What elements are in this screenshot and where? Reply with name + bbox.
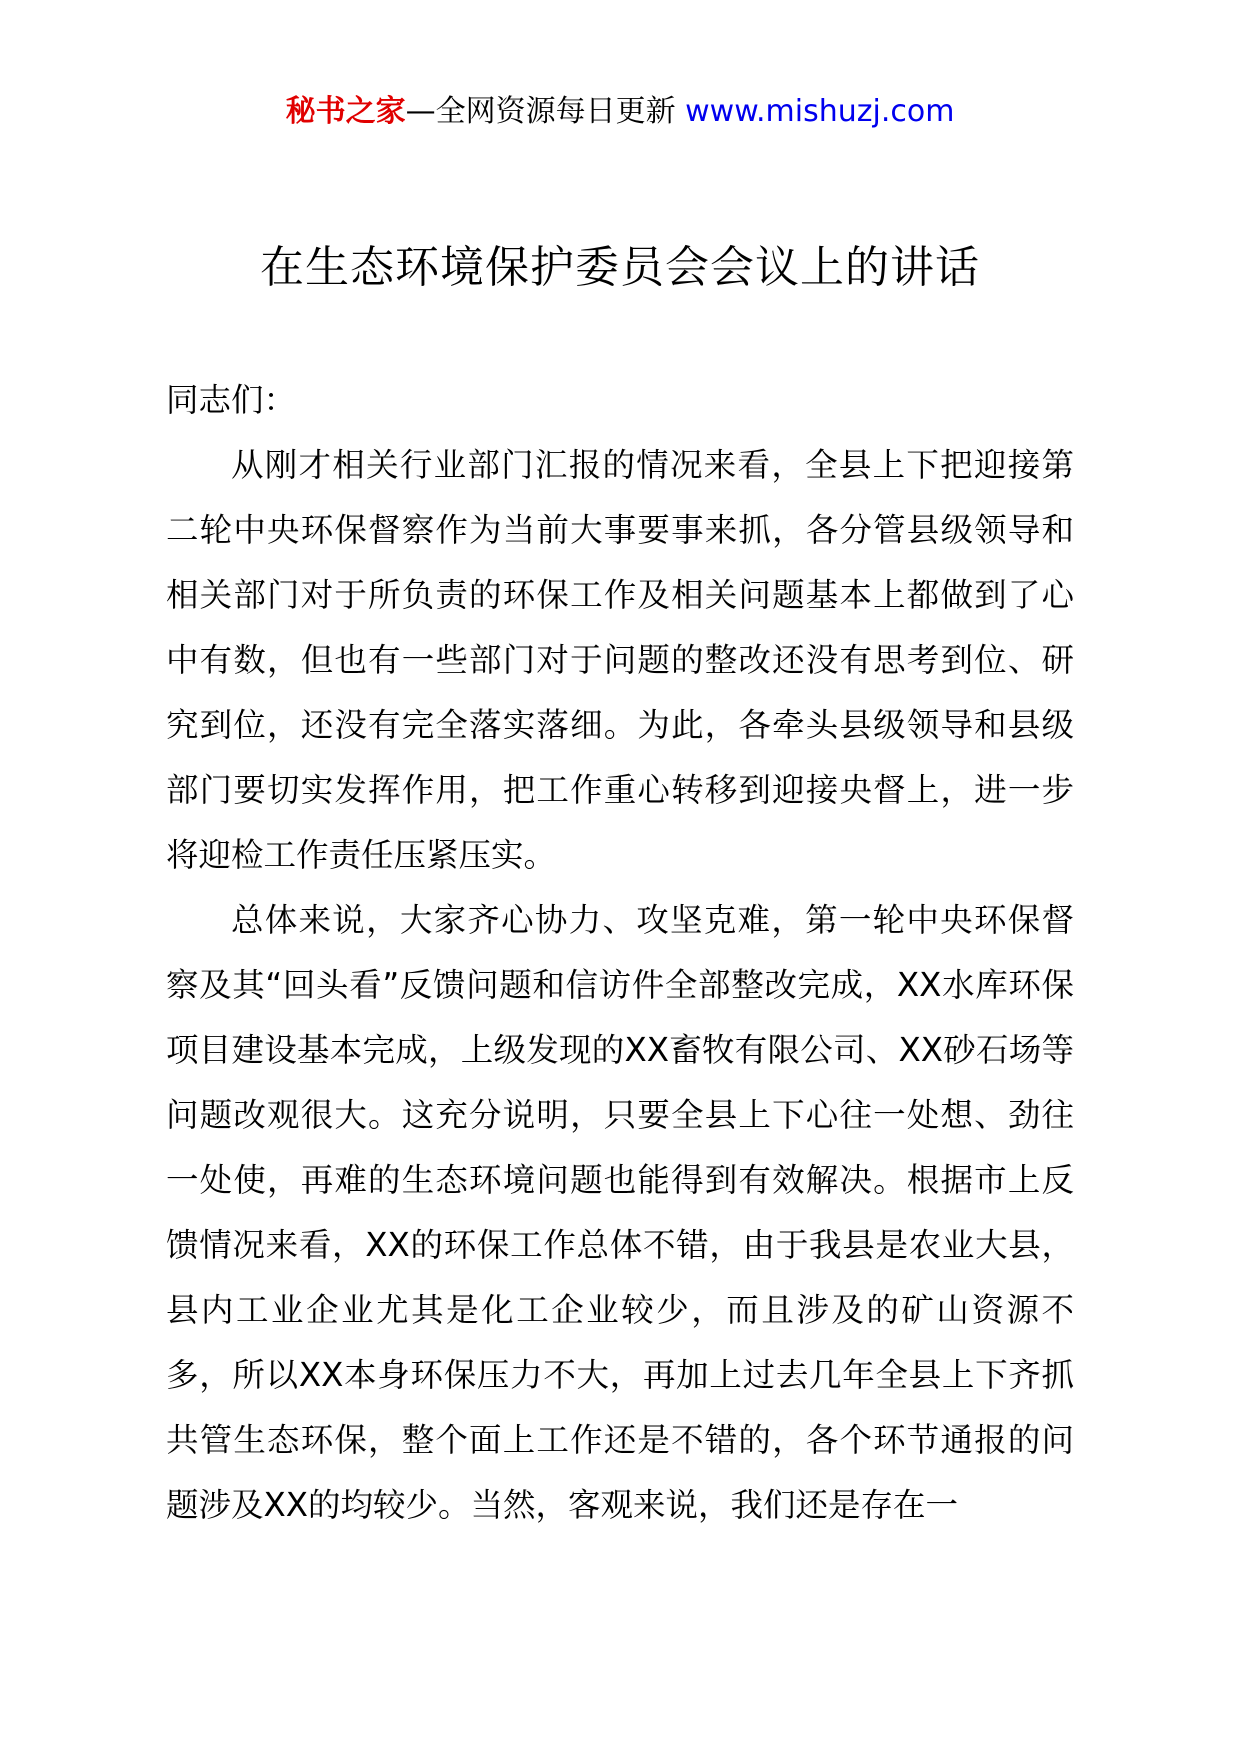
document-title: 在生态环境保护委员会会议上的讲话: [260, 242, 980, 293]
site-header: [0, 92, 1240, 132]
paragraph-1: 从刚才相关行业部门汇报的情况来看，全县上下把迎接第二轮中央环保督察作为当前大事要事来抓，各分管县级领导和相关部门对于所负责的环保工作及相关问题基本上都做到了心中有数，但也有一些部门对于问题的整改还没有思考到位、研究到位，还没有完全落实落细。为此，各牵头县级领导和县级部门要切实发挥作用，把工作重心转移到迎接央督上，进一步将迎检工作责任压紧压实。: [166, 446, 1074, 874]
salutation: 同志们：: [166, 381, 297, 419]
document-body: [166, 368, 1074, 1538]
site-url-link[interactable]: www.mishuzj.com: [685, 94, 955, 129]
paragraph-2: 总体来说，大家齐心协力、攻坚克难，第一轮中央环保督察及其“回头看”反馈问题和信访件全部整改完成，XX水库环保项目建设基本完成，上级发现的XX畜牧有限公司、XX砂石场等问题改观很大。这充分说明，只要全县上下心往一处想、劲往一处使，再难的生态环境问题也能得到有效解决。根据市上反馈情况来看，XX的环保工作总体不错，由于我县是农业大县，县内工业企业尤其是化工企业较少，而且涉及的矿山资源不多，所以XX本身环保压力不大，再加上过去几年全县上下齐抓共管生态环保，整个面上工作还是不错的，各个环节通报的问题涉及XX的均较少。当然，客观来说，我们还是存在一: [166, 901, 1074, 1524]
brand-name: 秘书之家: [285, 94, 406, 129]
header-tagline: —全网资源每日更新: [405, 94, 676, 129]
